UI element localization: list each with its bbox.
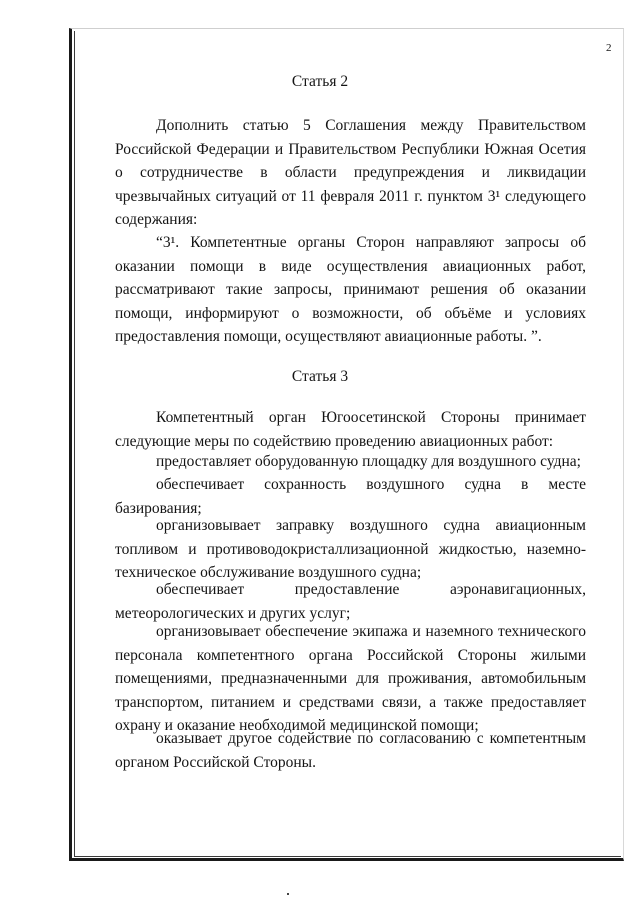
scan-speck — [287, 893, 289, 895]
article-3-title: Статья 3 — [291, 368, 349, 385]
article-3-item: обеспечивает сохранность воздушного судна в месте базирования; — [115, 476, 586, 517]
article-3-item: организовывает заправку воздушного судна авиационным топливом и противоводокристаллизационной жидкостью, наземно-техническое обслуживание воздушного судна; — [115, 517, 586, 581]
article-2-intro: Дополнить статью 5 Соглашения между Правительством Российской Федерации и Правительством Республики Южная Осетия о сотрудничестве в области предупреждения и ликвидации чрезвычайных ситуаций от 11 февраля 2011 г. пунктом 3¹ следующего содержания: — [115, 117, 586, 228]
article-2-title: Статья 2 — [291, 73, 349, 90]
article-2-quote: “3¹. Компетентные органы Сторон направляют запросы об оказании помощи в виде осуществления авиационных работ, рассматривают такие запросы, принимают решения об оказании помощи, информируют о возможности, об объёме и условиях предоставления помощи, осуществляют авиационные работы. ”. — [115, 234, 586, 345]
article-3-item: оказывает другое содействие по согласованию с компетентным органом Российской Стороны. — [115, 730, 586, 771]
page-number: 2 — [606, 42, 612, 54]
article-3-item: обеспечивает предоставление аэронавигационных, метеорологических и других услуг; — [115, 581, 586, 622]
article-3-item: организовывает обеспечение экипажа и наземного технического персонала компетентного органа Российской Стороны жилыми помещениями, предназначенными для проживания, автомобильным транспортом, питанием и средствами связи, а также предоставляет охрану и оказание необходимой медицинской помощи; — [115, 623, 586, 734]
article-3-item: предоставляет оборудованную площадку для воздушного судна; — [156, 453, 581, 470]
article-3-intro: Компетентный орган Югоосетинской Стороны принимает следующие меры по содействию проведению авиационных работ: — [115, 409, 586, 450]
